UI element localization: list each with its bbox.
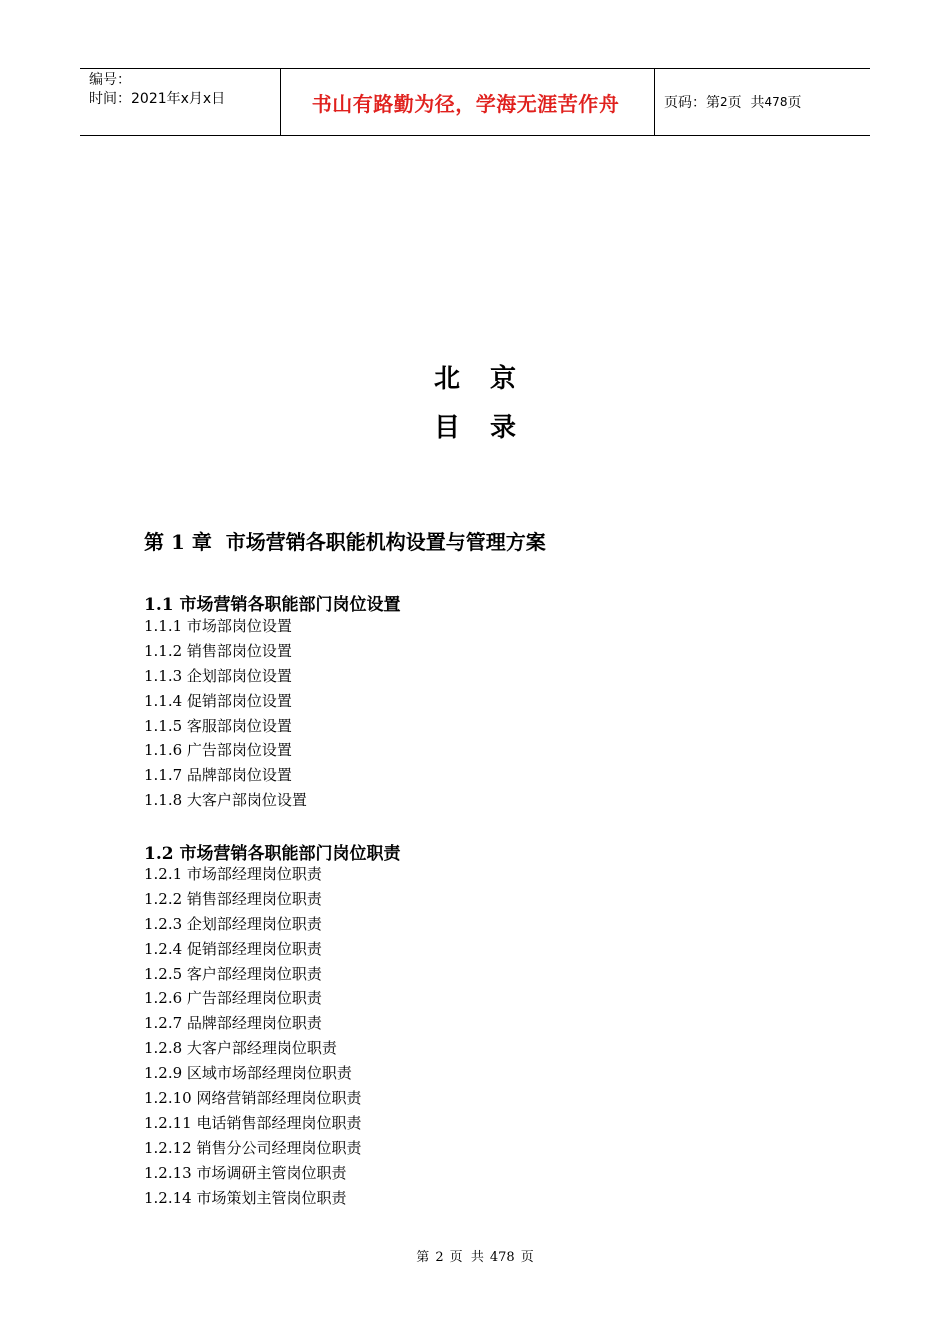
page-header xyxy=(80,68,870,136)
header-page-label-mid: 页 共 xyxy=(727,95,765,111)
toc-item[interactable]: 1.2.11 电话销售部经理岗位职责 xyxy=(144,1113,362,1132)
chapter-heading: 第 1 章 市场营销各职能机构设置与管理方案 xyxy=(144,530,546,554)
toc-item[interactable]: 1.2.3 企划部经理岗位职责 xyxy=(144,914,322,933)
document-time-label: 时间：2021年x月x日 xyxy=(89,91,226,107)
header-page-label-post: 页 xyxy=(787,95,802,111)
page-footer xyxy=(0,1246,950,1265)
header-page-label-pre: 页码：第 xyxy=(664,95,720,111)
toc-item[interactable]: 1.1.4 促销部岗位设置 xyxy=(144,691,292,710)
toc-item[interactable]: 1.2.10 网络营销部经理岗位职责 xyxy=(144,1089,362,1108)
toc-item[interactable]: 1.2.2 销售部经理岗位职责 xyxy=(144,889,322,908)
toc-item[interactable]: 1.1.2 销售部岗位设置 xyxy=(144,641,292,660)
footer-pre: 第 xyxy=(416,1250,430,1265)
toc-item[interactable]: 1.1.1 市场部岗位设置 xyxy=(144,617,292,635)
toc-item[interactable]: 1.2.4 促销部经理岗位职责 xyxy=(144,939,322,958)
header-page-total: 478 xyxy=(764,95,788,109)
toc-item[interactable]: 1.2.12 销售分公司经理岗位职责 xyxy=(144,1138,362,1157)
footer-current: 2 xyxy=(435,1250,444,1265)
toc-item[interactable]: 1.2.7 品牌部经理岗位职责 xyxy=(144,1014,322,1033)
footer-post: 页 xyxy=(520,1250,534,1265)
toc-item[interactable]: 1.2.5 客户部经理岗位职责 xyxy=(144,964,322,983)
toc-item[interactable]: 1.2.9 区域市场部经理岗位职责 xyxy=(144,1064,352,1083)
header-motto-cell xyxy=(281,69,655,135)
document-number-label: 编号： xyxy=(89,72,131,88)
toc-item[interactable]: 1.2.14 市场策划主管岗位职责 xyxy=(144,1188,347,1207)
toc-item[interactable]: 1.2.8 大客户部经理岗位职责 xyxy=(144,1039,337,1058)
toc-item[interactable]: 1.1.8 大客户部岗位设置 xyxy=(144,791,307,810)
header-page-current: 2 xyxy=(720,95,728,109)
header-motto: 书山有路勤为径，学海无涯苦作舟 xyxy=(311,91,620,116)
toc-item[interactable]: 1.2.6 广告部经理岗位职责 xyxy=(144,989,322,1008)
section-heading: 1.2 市场营销各职能部门岗位职责 xyxy=(144,844,401,864)
section-heading: 1.1 市场营销各职能部门岗位设置 xyxy=(144,595,401,615)
toc-item[interactable]: 1.1.6 广告部岗位设置 xyxy=(144,741,292,760)
toc-list xyxy=(144,614,307,813)
toc-item[interactable]: 1.2.13 市场调研主管岗位职责 xyxy=(144,1163,347,1182)
toc-list xyxy=(144,862,361,1210)
footer-total: 478 xyxy=(489,1250,515,1265)
city-title: 北京 xyxy=(433,364,546,394)
header-page-info xyxy=(655,69,870,135)
footer-mid: 页 共 xyxy=(449,1250,484,1265)
header-meta xyxy=(80,69,281,135)
toc-item[interactable]: 1.1.7 品牌部岗位设置 xyxy=(144,766,292,785)
toc-heading: 目录 xyxy=(433,413,546,443)
toc-item[interactable]: 1.2.1 市场部经理岗位职责 xyxy=(144,865,322,883)
toc-item[interactable]: 1.1.5 客服部岗位设置 xyxy=(144,716,292,735)
toc-item[interactable]: 1.1.3 企划部岗位设置 xyxy=(144,666,292,685)
